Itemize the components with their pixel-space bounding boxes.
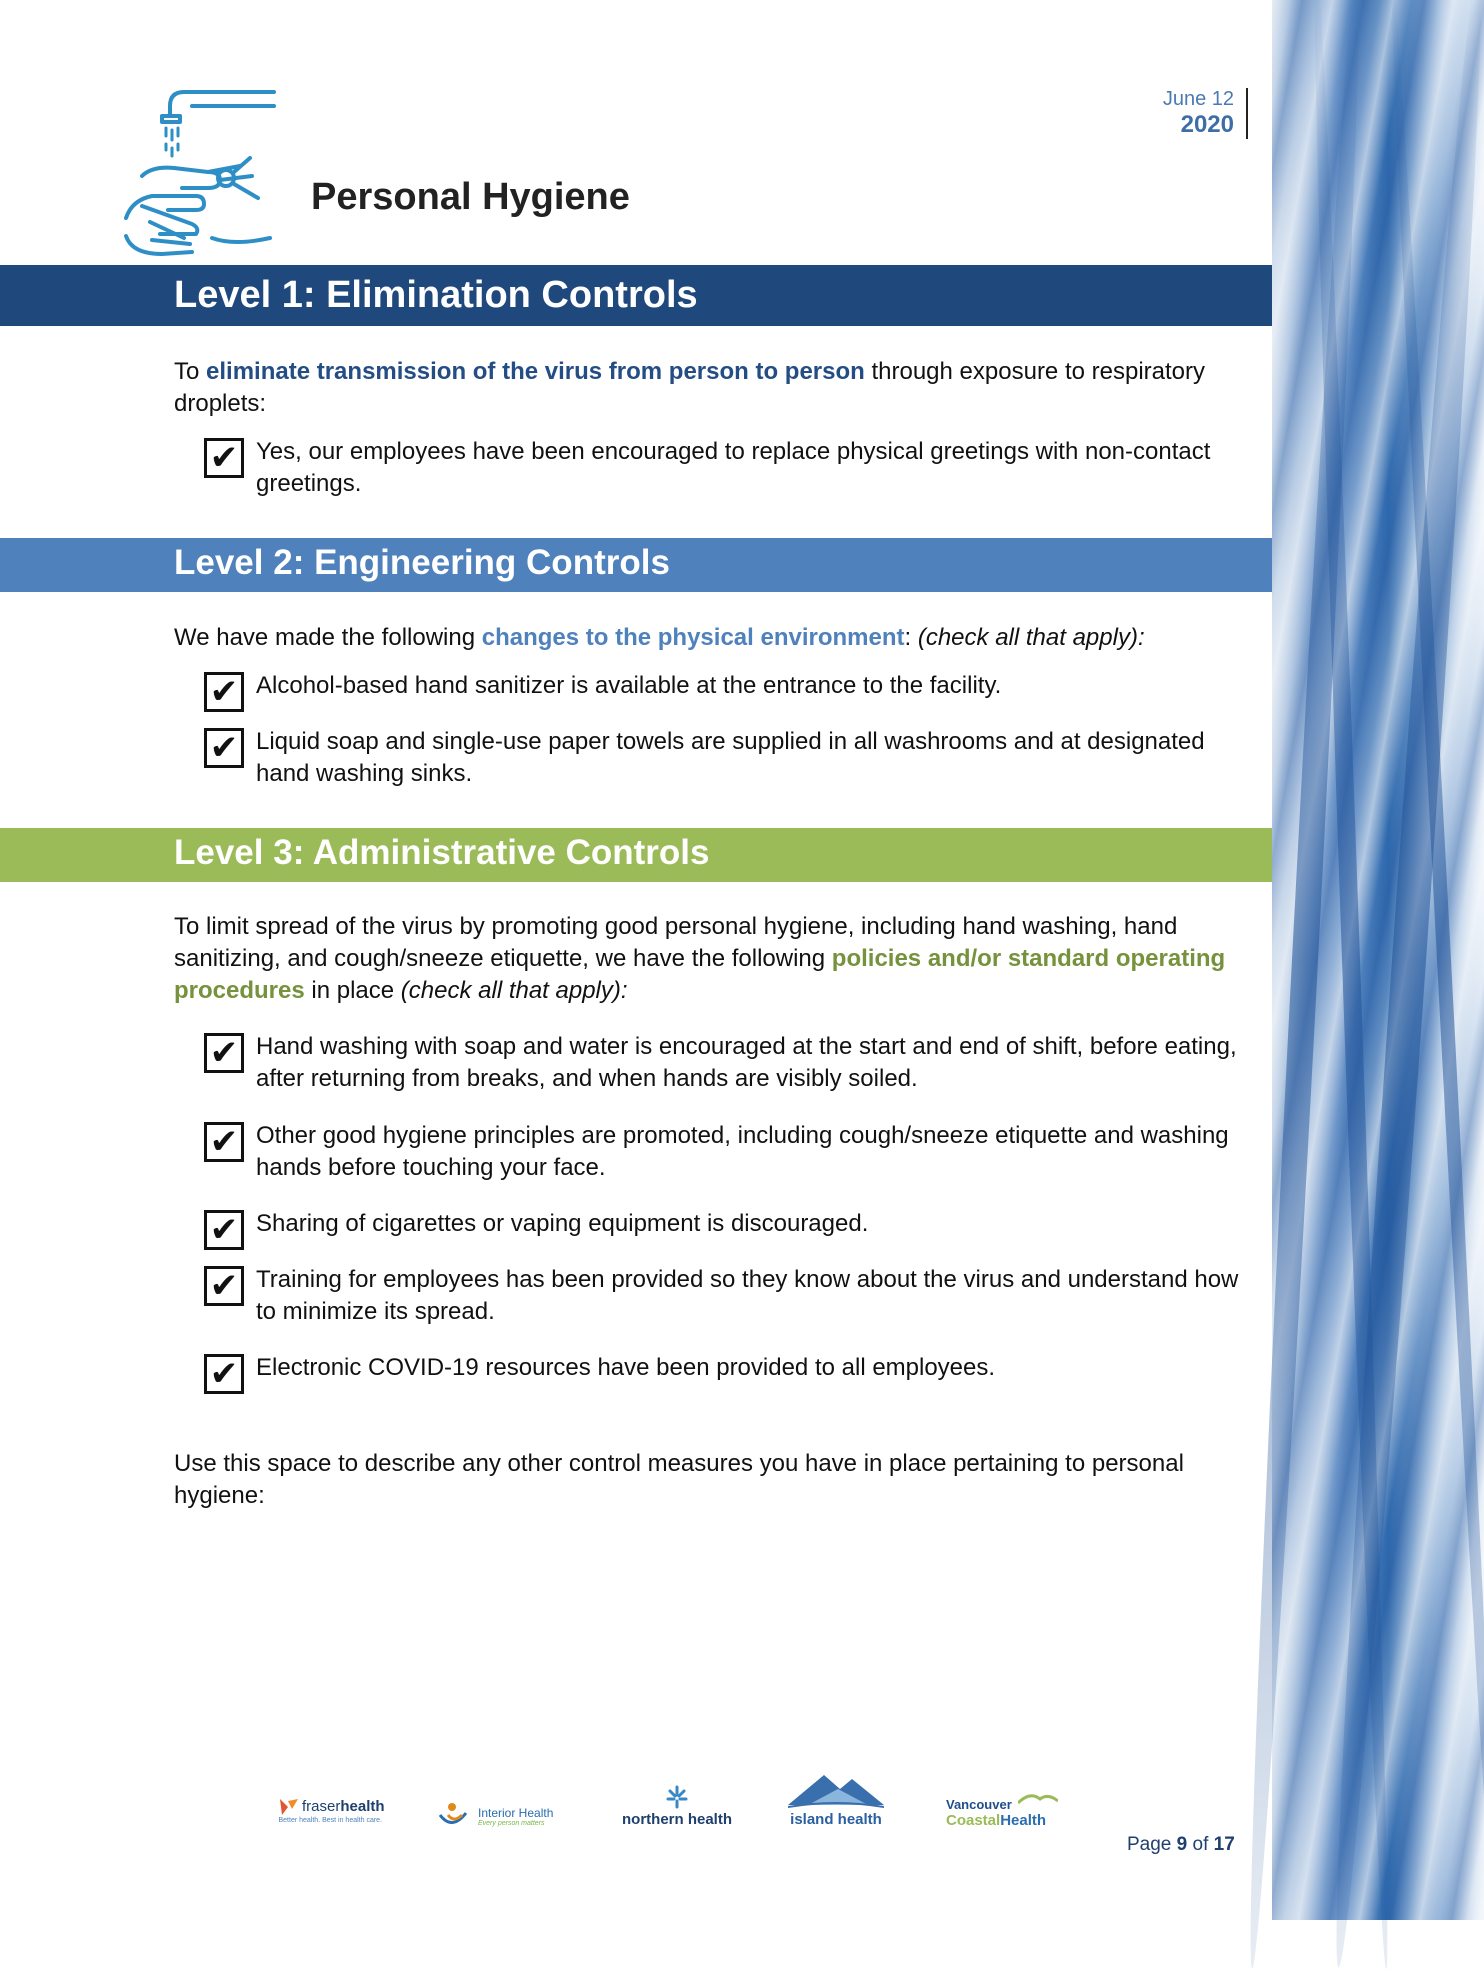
- level1-intro-emphasis: eliminate transmission of the virus from person to person: [206, 358, 865, 385]
- level2-intro-pre: We have made the following: [174, 624, 482, 651]
- level3-checklist-item: [204, 1208, 1244, 1250]
- date-year: 2020: [1180, 111, 1234, 138]
- interior-health-name: Interior Health: [478, 1805, 554, 1820]
- checklist-item-text: Electronic COVID-19 resources have been provided to all employees.: [256, 1354, 996, 1381]
- level2-intro: [174, 622, 1234, 654]
- checklist-item-text: Sharing of cigarettes or vaping equipment is discouraged.: [256, 1210, 869, 1237]
- level1-intro-post: through exposure to respiratory droplets:: [174, 358, 1205, 417]
- island-health-logo: [788, 1771, 884, 1828]
- date-month: June 12: [1162, 88, 1234, 110]
- level3-intro-post: in place: [304, 977, 401, 1004]
- fraser-health-name: fraserhealth: [302, 1797, 385, 1815]
- level3-banner: [0, 828, 1272, 882]
- fraser-health-icon: [276, 1795, 302, 1817]
- hand-washing-icon: [122, 88, 284, 258]
- checkbox[interactable]: ✔: [204, 672, 244, 712]
- level1-heading: Level 1: Elimination Controls: [174, 274, 698, 316]
- level1-intro: [174, 356, 1234, 420]
- decorative-side-banner: [1272, 0, 1484, 1920]
- checklist-item-text: Training for employees has been provided so they know about the virus and understand how to minimize its spread.: [256, 1266, 1239, 1325]
- level2-banner: [0, 538, 1272, 592]
- level2-intro-emphasis: changes to the physical environment: [481, 624, 905, 651]
- checklist-item-text: Hand washing with soap and water is encouraged at the start and end of shift, before eating, after returning from breaks, and when hands are visibly soiled.: [256, 1033, 1237, 1092]
- vch-line1: Vancouver: [946, 1797, 1012, 1812]
- vancouver-coastal-health-logo: [946, 1797, 1046, 1829]
- fraser-health-logo: [276, 1795, 385, 1824]
- vch-line2: CoastalHealth: [946, 1812, 1047, 1829]
- level2-checklist-item: [204, 726, 1244, 790]
- level3-heading: Level 3: Administrative Controls: [174, 833, 710, 872]
- page-number: [1127, 1834, 1235, 1856]
- checkbox[interactable]: ✔: [204, 728, 244, 768]
- page-current: 9: [1176, 1834, 1188, 1855]
- checkbox[interactable]: ✔: [204, 1122, 244, 1162]
- page-of: of: [1187, 1834, 1214, 1855]
- checkbox[interactable]: ✔: [204, 1210, 244, 1250]
- level3-intro: [174, 911, 1234, 1007]
- level2-intro-italic: (check all that apply):: [917, 624, 1145, 651]
- level3-checklist-item: [204, 1264, 1244, 1328]
- footer-logos: [270, 1775, 1090, 1845]
- level3-checklist-item: [204, 1352, 1244, 1394]
- level3-intro-emphasis: policies and/or standard operating procedures: [174, 945, 1226, 1004]
- document-date: [1163, 88, 1248, 139]
- other-measures-prompt: Use this space to describe any other control measures you have in place pertaining to personal hygiene:: [174, 1450, 1184, 1509]
- level1-intro-pre: To: [174, 358, 207, 385]
- level1-checklist-item: [204, 436, 1244, 500]
- page-total: 17: [1213, 1834, 1235, 1855]
- checklist-item-text: Other good hygiene principles are promoted, including cough/sneeze etiquette and washing hands before touching your face.: [256, 1122, 1229, 1181]
- northern-health-logo: [622, 1783, 732, 1828]
- checklist-item-text: Yes, our employees have been encouraged to replace physical greetings with non-contact greetings.: [256, 438, 1211, 497]
- checkbox[interactable]: ✔: [204, 1033, 244, 1073]
- interior-health-icon: [438, 1801, 478, 1831]
- level2-heading: Level 2: Engineering Controls: [174, 543, 670, 582]
- page-title: Personal Hygiene: [311, 176, 630, 218]
- checkbox[interactable]: ✔: [204, 1266, 244, 1306]
- level2-intro-post: :: [904, 624, 918, 651]
- page-label: Page: [1127, 1834, 1177, 1855]
- northern-health-name: northern health: [622, 1811, 733, 1828]
- island-health-icon: [788, 1771, 884, 1811]
- level2-checklist-item: [204, 670, 1244, 712]
- level3-checklist-item: [204, 1031, 1244, 1095]
- interior-health-tagline: Every person matters: [478, 1819, 545, 1827]
- vch-mountain-icon: [1018, 1791, 1058, 1805]
- island-health-name: island health: [790, 1811, 882, 1828]
- level1-banner: [0, 265, 1272, 326]
- checklist-item-text: Alcohol-based hand sanitizer is available at the entrance to the facility.: [256, 672, 1002, 699]
- checkbox[interactable]: ✔: [204, 1354, 244, 1394]
- checkbox[interactable]: ✔: [204, 438, 244, 478]
- fraser-health-tagline: Better health. Best in health care.: [278, 1817, 383, 1824]
- level3-checklist-item: [204, 1120, 1244, 1184]
- level3-intro-italic: (check all that apply):: [400, 977, 628, 1004]
- level3-intro-pre: To limit spread of the virus by promoting good personal hygiene, including hand washing, hand sanitizing, and cough/sneeze etiquette, we have the following: [174, 913, 1178, 972]
- northern-health-icon: [662, 1783, 692, 1811]
- checklist-item-text: Liquid soap and single-use paper towels are supplied in all washrooms and at designated hand washing sinks.: [256, 728, 1205, 787]
- interior-health-logo: [438, 1801, 553, 1831]
